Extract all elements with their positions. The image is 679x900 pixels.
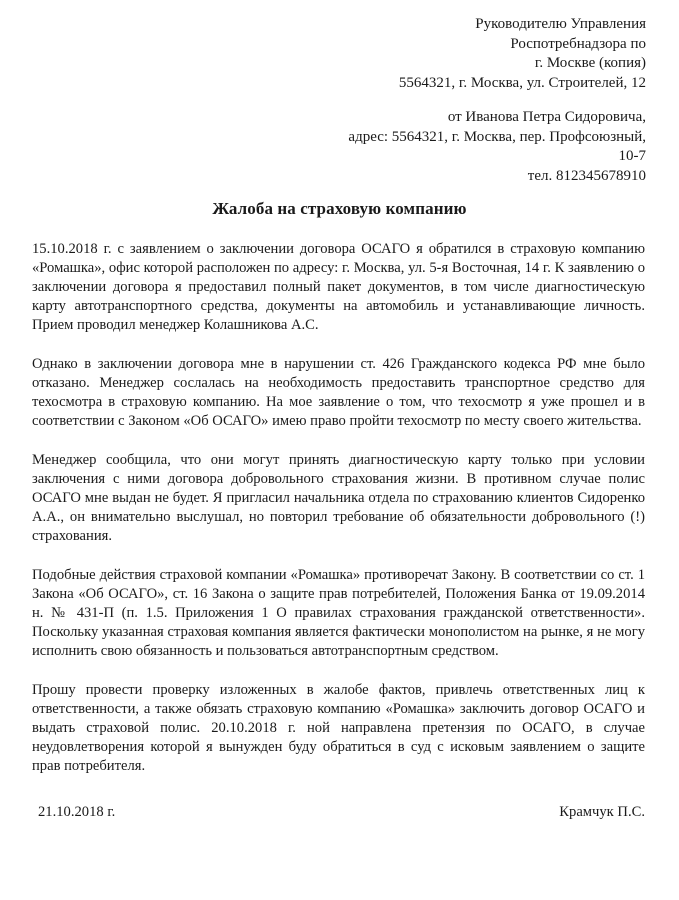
- body-paragraph: Подобные действия страховой компании «Ромашка» противоречат Закону. В соответствии со ст. 1 Закона «Об ОСАГО», ст. 16 Закона о защите прав потребителей, Положения Банка от 19.09.2014 н. № 431-П (п. 1.5. Приложения 1 О правилах страхования гражданской ответственности». Поскольку указанная страховая компания является фактически монополистом на рынке, я не могу исполнить свою обязанность и пользоваться автотранспортным средством.: [32, 567, 645, 659]
- sender-block: [326, 108, 646, 186]
- body-paragraph: Менеджер сообщила, что они могут принять диагностическую карту только при условии заключения с ними договора добровольного страхования жизни. В противном случае полис ОСАГО мне выдан не будет. Я пригласил начальника отдела по страхованию клиентов Сидоренко А.А., он внимательно выслушал, но повторил требование об обязательности добровольного (!) страхования.: [32, 452, 645, 544]
- addressee-block: [326, 15, 646, 93]
- sender-line: тел. 812345678910: [527, 167, 646, 184]
- signature-date: 21.10.2018 г.: [38, 804, 116, 820]
- addressee-line: г. Москве (копия): [534, 55, 646, 71]
- sender-line: 10-7: [618, 148, 646, 164]
- signature-name: Крамчук П.С.: [559, 804, 645, 820]
- body-paragraph: Однако в заключении договора мне в нарушении ст. 426 Гражданского кодекса РФ мне было отказано. Менеджер сослалась на необходимость предоставить транспортное средство для техосмотра в страховую компанию. На мое заявление о том, что техосмотр я уже прошел и в соответствии с Законом «Об ОСАГО» имею право пройти техосмотр по месту своего жительства.: [32, 356, 645, 429]
- document-title: Жалоба на страховую компанию: [212, 199, 467, 218]
- body-paragraph: Прошу провести проверку изложенных в жалобе фактов, привлечь ответственных лиц к ответственности, а также обязать страховую компанию «Ромашка» заключить договор ОСАГО и выдать страховой полис. 20.10.2018 г. ной направлена претензия по ОСАГО, в случае неудовлетворения которой я вынужден буду обратиться в суд с исковым заявлением о защите прав потребителя.: [32, 682, 645, 774]
- body-paragraph: 15.10.2018 г. с заявлением о заключении договора ОСАГО я обратился в страховую компанию «Ромашка», офис которой расположен по адресу: г. Москва, ул. 5-я Восточная, 14 г. К заявлению о заключении договора я предоставил полный пакет документов, в том числе диагностическую карту автотранспортного средства, документы на автомобиль и устанавливающие личность. Прием проводил менеджер Колашникова А.С.: [32, 241, 645, 333]
- addressee-line: Роспотребнадзора по: [510, 35, 646, 52]
- sender-line: адрес: 5564321, г. Москва, пер. Профсоюзный,: [348, 128, 646, 145]
- addressee-line: 5564321, г. Москва, ул. Строителей, 12: [398, 74, 646, 91]
- addressee-line: Руководителю Управления: [475, 16, 646, 32]
- complaint-body: [32, 240, 645, 796]
- sender-line: от Иванова Петра Сидоровича,: [447, 109, 646, 125]
